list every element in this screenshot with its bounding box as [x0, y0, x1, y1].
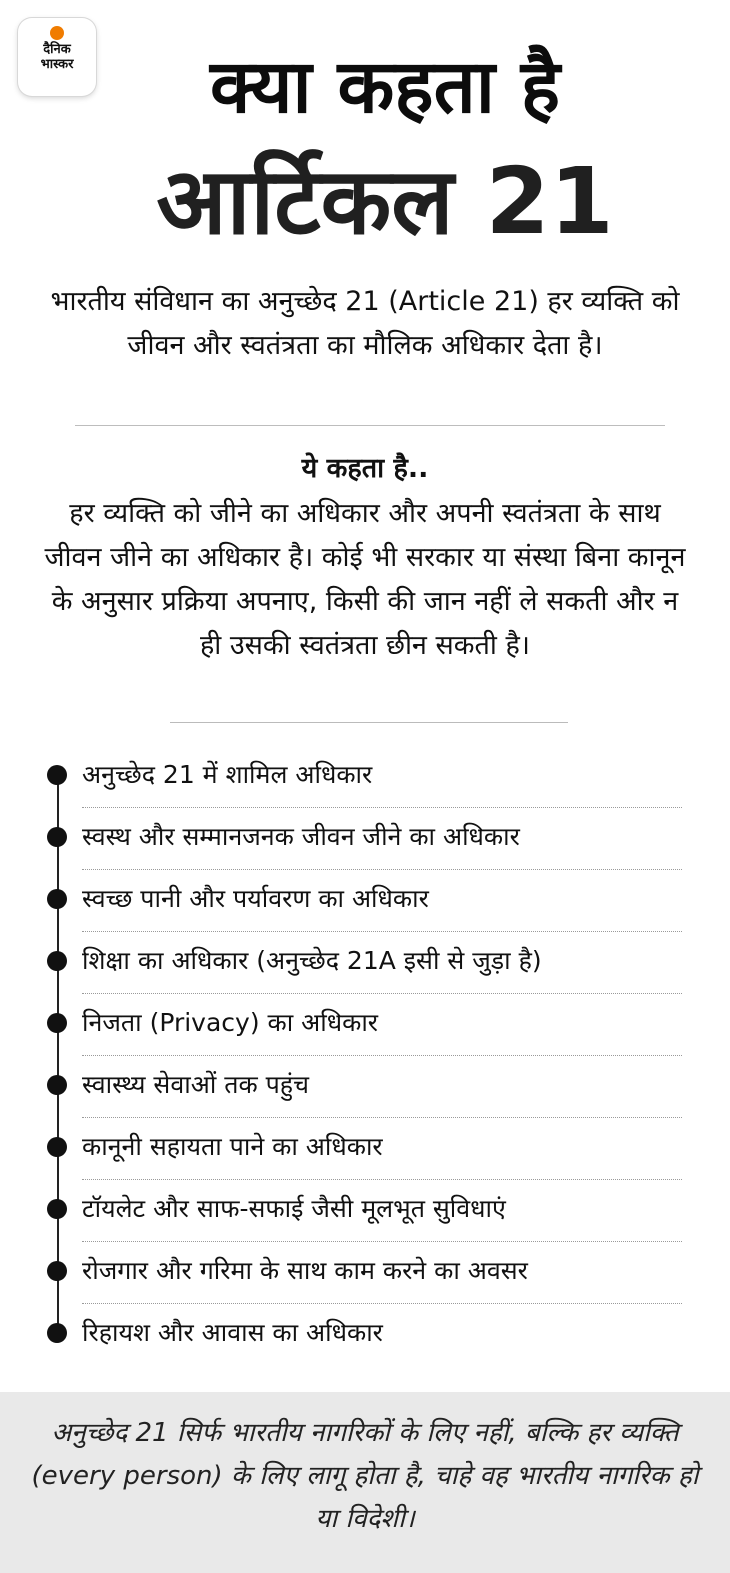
bullet-dot-icon — [47, 951, 67, 971]
says-heading: ये कहता है.. — [301, 453, 429, 484]
sun-icon — [50, 26, 64, 40]
list-item — [0, 1056, 730, 1118]
right-text: शिक्षा का अधिकार (अनुच्छेद 21A इसी से जुड़ा है) — [82, 946, 542, 975]
section-divider-thin — [170, 722, 568, 723]
list-item — [0, 1304, 730, 1366]
right-text: स्वच्छ पानी और पर्यावरण का अधिकार — [82, 884, 429, 913]
logo-line-1: दैनिक — [43, 42, 71, 57]
bullet-dot-icon — [47, 1323, 67, 1343]
bullet-dot-icon — [47, 765, 67, 785]
headline-line-1: क्या कहता है — [210, 44, 560, 130]
right-text: स्वस्थ और सम्मानजनक जीवन जीने का अधिकार — [82, 822, 520, 851]
footer-note-box — [0, 1392, 730, 1573]
right-text: निजता (Privacy) का अधिकार — [82, 1008, 379, 1037]
bullet-dot-icon — [47, 827, 67, 847]
right-text: अनुच्छेद 21 में शामिल अधिकार — [82, 760, 373, 789]
list-item — [0, 1242, 730, 1304]
right-text: रिहायश और आवास का अधिकार — [82, 1318, 383, 1347]
bullet-dot-icon — [47, 1013, 67, 1033]
list-item — [0, 1118, 730, 1180]
list-item — [0, 870, 730, 932]
bullet-dot-icon — [47, 1137, 67, 1157]
right-text: रोजगार और गरिमा के साथ काम करने का अवसर — [82, 1256, 528, 1285]
right-text: स्वास्थ्य सेवाओं तक पहुंच — [82, 1070, 309, 1099]
rights-list — [0, 746, 730, 1366]
section-divider — [75, 425, 665, 426]
footer-note: अनुच्छेद 21 सिर्फ भारतीय नागरिकों के लिए नहीं, बल्कि हर व्यक्ति (every person) के लिए लागू होता है, चाहे वह भारतीय नागरिक हो या विदेशी। — [31, 1418, 699, 1534]
headline-line-2: आर्टिकल 21 — [156, 148, 614, 255]
list-item — [0, 932, 730, 994]
right-text: टॉयलेट और साफ-सफाई जैसी मूलभूत सुविधाएं — [82, 1194, 506, 1223]
bullet-dot-icon — [47, 1199, 67, 1219]
list-item — [0, 1180, 730, 1242]
list-item — [0, 994, 730, 1056]
intro-paragraph: भारतीय संविधान का अनुच्छेद 21 (Article 21) हर व्यक्ति को जीवन और स्वतंत्रता का मौलिक अधिकार देता है। — [50, 286, 680, 361]
says-paragraph: हर व्यक्ति को जीने का अधिकार और अपनी स्वतंत्रता के साथ जीवन जीने का अधिकार है। कोई भी सरकार या संस्था बिना कानून के अनुसार प्रक्रिया अपनाए, किसी की जान नहीं ले सकती और न ही उसकी स्वतंत्रता छीन सकती है। — [44, 498, 686, 661]
brand-logo — [18, 18, 96, 96]
right-text: कानूनी सहायता पाने का अधिकार — [82, 1132, 383, 1161]
bullet-dot-icon — [47, 889, 67, 909]
list-item — [0, 808, 730, 870]
logo-line-2: भास्कर — [40, 57, 74, 72]
bullet-dot-icon — [47, 1075, 67, 1095]
bullet-dot-icon — [47, 1261, 67, 1281]
list-item — [0, 746, 730, 808]
